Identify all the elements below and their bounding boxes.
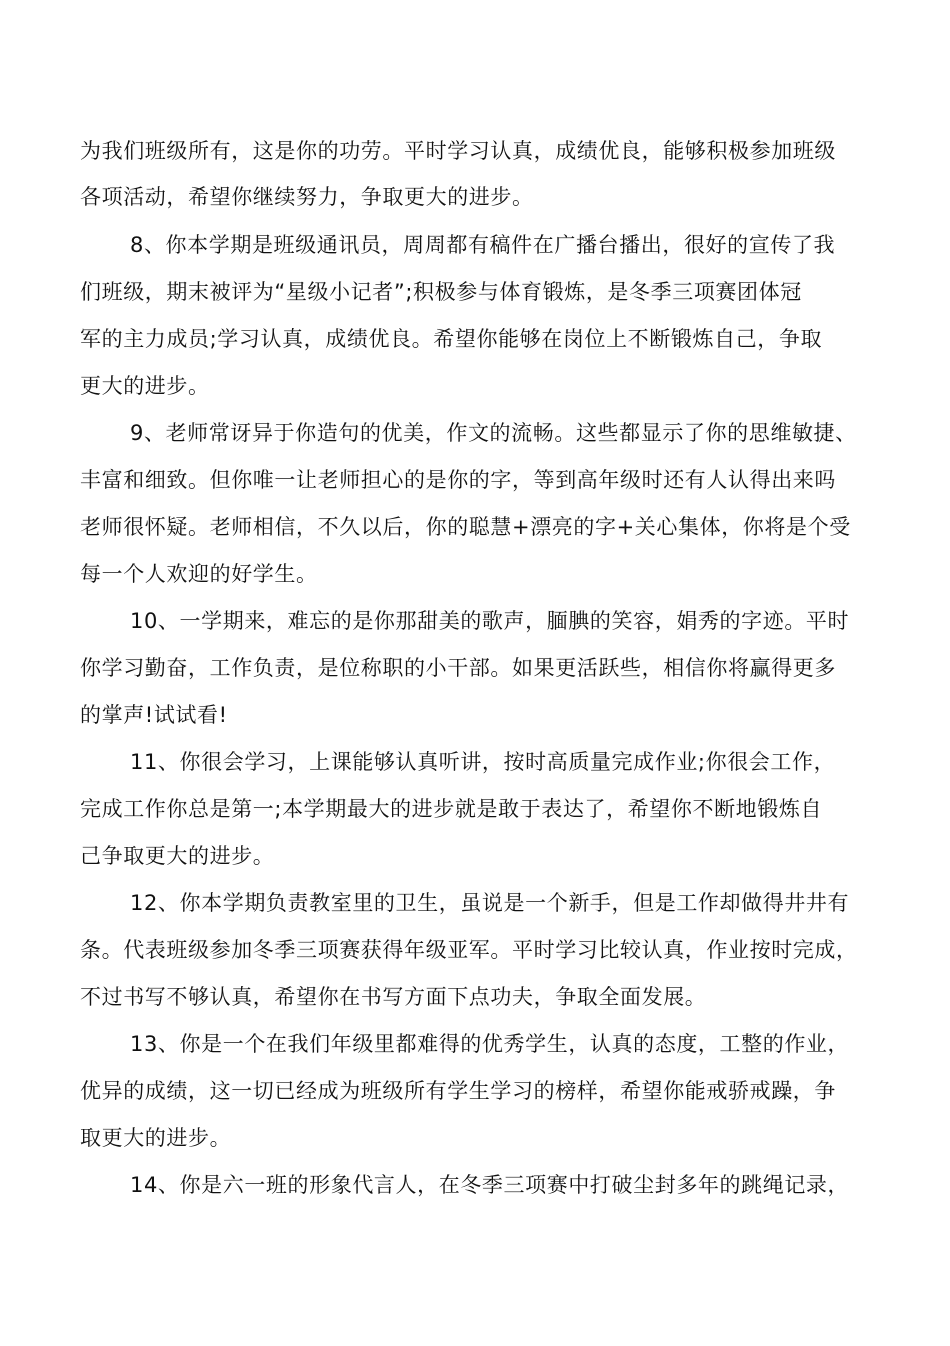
text-line: 的掌声!试试看! [80, 703, 228, 727]
text-line: 更大的进步。 [80, 374, 210, 398]
paragraph-first-line: 8、你本学期是班级通讯员，周周都有稿件在广播台播出，很好的宣传了我 [130, 233, 836, 257]
text-line: 每一个人欢迎的好学生。 [80, 562, 318, 586]
text-line: 不过书写不够认真，希望你在书写方面下点功夫，争取全面发展。 [80, 985, 707, 1009]
paragraph-first-line: 11、你很会学习，上课能够认真听讲，按时高质量完成作业;你很会工作， [130, 750, 836, 774]
text-line: 条。代表班级参加冬季三项赛获得年级亚军。平时学习比较认真，作业按时完成， [80, 938, 858, 962]
text-line: 老师很怀疑。老师相信，不久以后，你的聪慧+漂亮的字+关心集体，你将是个受 [80, 515, 851, 539]
text-line: 取更大的进步。 [80, 1126, 232, 1150]
text-line: 各项活动，希望你继续努力，争取更大的进步。 [80, 185, 534, 209]
text-line: 你学习勤奋，工作负责，是位称职的小干部。如果更活跃些，相信你将赢得更多 [80, 656, 836, 680]
paragraph-first-line: 14、你是六一班的形象代言人，在冬季三项赛中打破尘封多年的跳绳记录， [130, 1173, 850, 1197]
text-line: 军的主力成员;学习认真，成绩优良。希望你能够在岗位上不断锻炼自己，争取 [80, 327, 823, 351]
text-line: 优异的成绩，这一切已经成为班级所有学生学习的榜样，希望你能戒骄戒躁，争 [80, 1079, 836, 1103]
text-line: 丰富和细致。但你唯一让老师担心的是你的字，等到高年级时还有人认得出来吗 [80, 468, 836, 492]
paragraph-first-line: 13、你是一个在我们年级里都难得的优秀学生，认真的态度，工整的作业， [130, 1032, 850, 1056]
text-line: 为我们班级所有，这是你的功劳。平时学习认真，成绩优良，能够积极参加班级 [80, 139, 836, 163]
text-line: 完成工作你总是第一;本学期最大的进步就是敢于表达了，希望你不断地锻炼自 [80, 797, 823, 821]
paragraph-first-line: 12、你本学期负责教室里的卫生，虽说是一个新手，但是工作却做得井井有 [130, 891, 850, 915]
text-line: 己争取更大的进步。 [80, 844, 275, 868]
text-line: 们班级，期末被评为“星级小记者”;积极参与体育锻炼，是冬季三项赛团体冠 [80, 280, 802, 304]
paragraph-first-line: 9、老师常讶异于你造句的优美，作文的流畅。这些都显示了你的思维敏捷、 [130, 421, 857, 445]
paragraph-first-line: 10、一学期来，难忘的是你那甜美的歌声，腼腆的笑容，娟秀的字迹。平时 [130, 609, 850, 633]
